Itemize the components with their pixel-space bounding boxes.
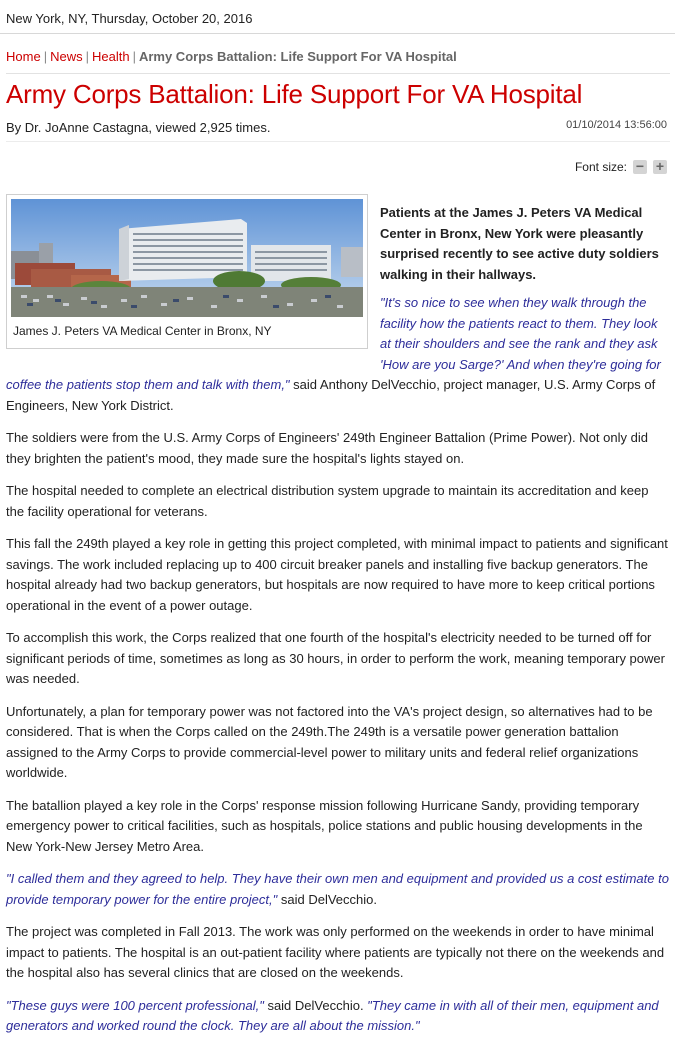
article-title: Army Corps Battalion: Life Support For VA Hospital [6, 79, 583, 109]
breadcrumb-separator: | [43, 49, 48, 64]
article-byline: By Dr. JoAnne Castagna, viewed 2,925 times. [6, 120, 271, 135]
font-increase-button[interactable]: + [653, 160, 667, 174]
article-paragraph: This fall the 249th played a key role in getting this project completed, with minimal impact to patients and significant savings. The work included replacing up to 400 circuit breaker panels and installing five backup generators. The hospital already had two backup generators, but hospitals are now required to have more to keep critical portions operational in the event of a power outage. [6, 536, 668, 613]
article-paragraph: Unfortunately, a plan for temporary power was not factored into the VA's project design, so alternatives had to be considered. That is when the Corps called on the 249th.The 249th is a versatile power generation battalion assigned to the Army Corps to provide commercial-level power to military units and federal relief organizations worldwide. [6, 703, 653, 780]
breadcrumb-news-link[interactable]: News [50, 49, 83, 64]
breadcrumb-divider [6, 73, 670, 74]
breadcrumb-health-link[interactable]: Health [91, 49, 130, 64]
quote-text: "These guys were 100 percent professional," [6, 997, 264, 1013]
article-paragraph: The project was completed in Fall 2013. The work was only performed on the weekends in order to have minimal impact to patients. The hospital is an out-patient facility where patients are typically not there on the weekends and the hospital also has several clinics that are closed on the weekends. [6, 924, 665, 980]
breadcrumb-current: Army Corps Battalion: Life Support For VA Hospital [138, 49, 457, 64]
article-paragraph: To accomplish this work, the Corps realized that one fourth of the hospital's electricity needed to be turned off for significant periods of time, sometimes as long as 30 hours, in order to perform the work, meaning temporary power was needed. [6, 630, 665, 686]
image-caption: James J. Peters VA Medical Center in Bronx, NY [13, 324, 272, 338]
quote-text: "It's so nice to see when they walk through the facility how the patients react to them. They look at their shoulders and see the rank and they ask 'How are you Sarge?' And when they're going for coffee the patients stop them and talk with them," [6, 295, 661, 392]
breadcrumb-separator: | [85, 49, 89, 64]
font-decrease-button[interactable]: − [633, 160, 647, 174]
article-body [6, 194, 670, 1049]
article-lead: Patients at the James J. Peters VA Medical Center in Bronx, New York were pleasantly surprised recently to see active duty soldiers walking in their hallways. [380, 205, 659, 282]
article-paragraph [6, 996, 670, 1037]
article-paragraph [6, 869, 670, 910]
breadcrumb-home-link[interactable]: Home [6, 49, 41, 64]
hospital-photo-image [11, 199, 363, 317]
meta-divider [6, 141, 670, 142]
hospital-photo [11, 199, 363, 317]
breadcrumb-separator: | [132, 49, 136, 64]
article-figure [6, 194, 368, 349]
font-size-control [575, 160, 667, 174]
article-date: 01/10/2014 13:56:00 [566, 119, 667, 131]
paragraph-text: said Anthony DelVecchio, project manager, U.S. Army Corps of Engineers, New York District. [6, 377, 656, 413]
paragraph-text: said DelVecchio. [277, 891, 377, 907]
breadcrumb [6, 49, 457, 64]
article-paragraph: The hospital needed to complete an electrical distribution system upgrade to maintain its accreditation and keep the facility operational for veterans. [6, 483, 649, 519]
paragraph-text: said DelVecchio. [263, 997, 368, 1013]
quote-text: "I called them and they agreed to help. They have their own men and equipment and provided us a cost estimate to provide temporary power for the entire project," [6, 871, 669, 907]
quote-text: "They came in with all of their men, equipment and generators and worked round the clock. They are all about the mission." [6, 997, 659, 1033]
article-paragraph: The batallion played a key role in the Corps' response mission following Hurricane Sandy, providing temporary emergency power to critical facilities, such as hospitals, police stations and public housing developments in the New York-New Jersey Metro Area. [6, 797, 643, 854]
font-size-label: Font size: [574, 160, 627, 174]
top-date-bar [0, 0, 675, 34]
location-date: New York, NY, Thursday, October 20, 2016 [6, 11, 253, 26]
article-paragraph: The soldiers were from the U.S. Army Corps of Engineers' 249th Engineer Battalion (Prime Power). Not only did they brighten the patient's mood, they made sure the hospital's lights stayed on. [6, 430, 648, 466]
